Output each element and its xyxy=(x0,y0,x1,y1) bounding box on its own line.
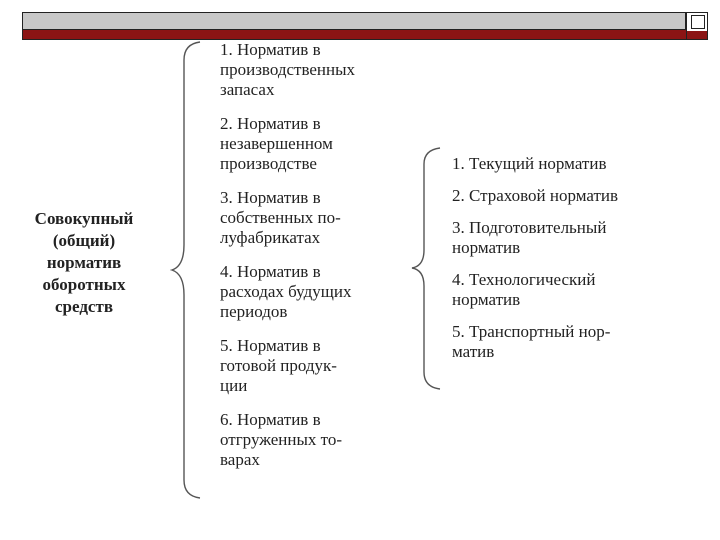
list-item: 2. Норматив в незавершенном производстве xyxy=(220,114,333,173)
list-item: 3. Подготовительный норматив xyxy=(452,218,607,257)
list-item: 3. Норматив в собственных по- луфабрикатах xyxy=(220,188,341,247)
list-item: 1. Норматив в производственных запасах xyxy=(220,40,356,99)
list-item: 1. Текущий норматив xyxy=(452,154,607,173)
corner-red-block xyxy=(687,31,707,39)
left-brace xyxy=(170,40,210,500)
header-accent-bar xyxy=(22,30,686,40)
production-standards-list xyxy=(220,40,398,484)
list-item: 6. Норматив в отгруженных то- варах xyxy=(220,410,343,469)
list-item: 5. Норматив в готовой продук- ции xyxy=(220,336,337,395)
header-corner-ornament xyxy=(686,12,708,40)
list-item: 4. Технологический норматив xyxy=(452,270,596,309)
list-item: 4. Норматив в расходах будущих периодов xyxy=(220,262,352,321)
list-item: 5. Транспортный нор- матив xyxy=(452,322,611,361)
right-brace xyxy=(410,146,450,391)
inventory-standards-list xyxy=(452,154,672,374)
corner-square xyxy=(691,15,705,29)
total-standard-label: Совокупный (общий) норматив оборотных средств xyxy=(34,209,134,316)
header-band xyxy=(22,12,686,30)
list-item: 2. Страховой норматив xyxy=(452,186,619,205)
